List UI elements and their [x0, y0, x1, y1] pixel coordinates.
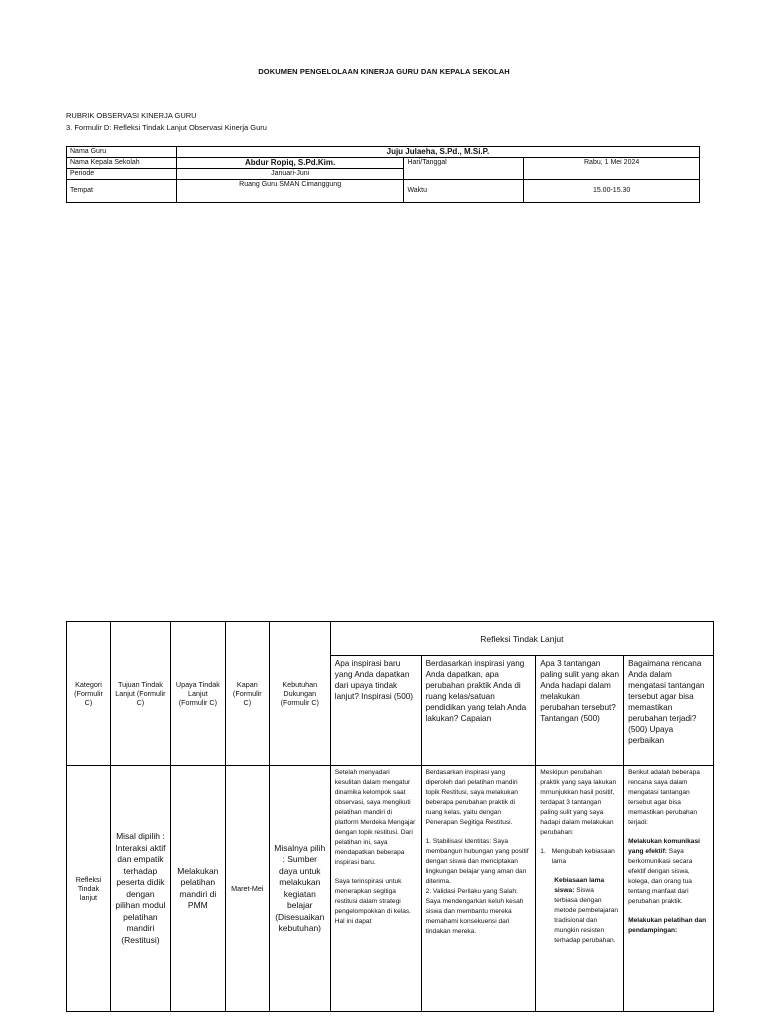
rubrik-title: RUBRIK OBSERVASI KINERJA GURU — [66, 111, 197, 120]
upaya-paragraph-3: Melakukan pelatihan dan pendampingan: — [628, 917, 707, 934]
cell-tantangan — [536, 766, 624, 1012]
header-refleksi-group: Refleksi Tindak Lanjut — [330, 622, 713, 656]
label-periode: Periode — [67, 169, 177, 180]
cell-upaya-perbaikan — [624, 766, 714, 1012]
capaian-item-1: 1. Stabilisasi Identitas: Saya membangun hubungan yang positif dengan siswa dan menciptakan lingkungan belajar yang aman dan diterima. — [425, 838, 529, 885]
value-nama-guru: Juju Julaeha, S.Pd., M.Si.P. — [176, 147, 699, 158]
reflection-table — [66, 621, 714, 1012]
list-number: 1. — [540, 848, 546, 855]
question-capaian: Berdasarkan inspirasi yang Anda dapatkan, apa perubahan praktik Anda di ruang kelas/satuan pendidikan yang telah Anda lakukan? Capaian — [421, 656, 536, 766]
cell-kategori: Refleksi Tindak lanjut — [67, 766, 111, 1012]
tantangan-detail: Siswa terbiasa dengan metode pembelajaran tradisional dan mungkin resisten terhadap perubahan. — [554, 887, 619, 944]
upaya-paragraph-2 — [628, 837, 709, 907]
tantangan-paragraph-1: Meskipun perubahan praktik yang saya lakukan mrnunjukkan hasil positif, terdapat 3 tantangan paling sulit yang saya hadapi dalam melakukan perubahan: — [540, 769, 617, 836]
cell-tujuan: Misal dipilih : Interaksi aktif dan empatik terhadap peserta didik dengan pilihan modul pelatihan mandiri (Restitusi) — [110, 766, 170, 1012]
value-waktu: 15.00-15.30 — [524, 180, 700, 203]
identity-table — [66, 146, 700, 203]
document-title: DOKUMEN PENGELOLAAN KINERJA GURU DAN KEPALA SEKOLAH — [258, 67, 510, 76]
inspirasi-paragraph-1: Setelah menyadari kesulitan dalam mengatur dinamika kelompok saat observasi, saya mengikuti pelatihan mandiri di platform Merdeka Mengajar dengan topik restitusi. Dari pelatihan ini, saya mendapatkan beberapa inspirasi baru. — [334, 769, 416, 866]
cell-capaian — [421, 766, 536, 1012]
capaian-paragraph-1: Berdasarkan inspirasi yang diperoleh dari pelatihan mandiri topik Restitusi, saya melakukan beberapa perubahan praktik di ruang kelas, yaitu dengan Penerapan Segitiga Restitusi. — [425, 769, 518, 826]
upaya-detail: Saya berkomunikasi secara efektif dengan siswa, kolega, dan orang tua tentang manfaat dari perubahan praktik. — [628, 848, 693, 905]
question-tantangan: Apa 3 tantangan paling sulit yang akan Anda hadapi dalam melakukan perubahan tersebut? Tantangan (500) — [536, 656, 624, 766]
cell-upaya: Melakukan pelatihan mandiri di PMM — [170, 766, 225, 1012]
value-kepala-sekolah: Abdur Ropiq, S.Pd.Kim. — [176, 158, 404, 169]
reflection-header-row — [67, 622, 714, 656]
header-tujuan: Tujuan Tindak Lanjut (Formulir C) — [110, 622, 170, 766]
label-hari-tanggal: Hari/Tanggal — [404, 158, 524, 180]
upaya-paragraph-1: Berikut adalah beberapa rencana saya dalam mengatasi tantangan tersebut agar bisa memastikan perubahan terjadi: — [628, 769, 700, 826]
cell-inspirasi — [330, 766, 421, 1012]
upaya-bold-label: Melakukan komunikasi yang efektif: — [628, 838, 700, 855]
tantangan-list-item-1 — [540, 847, 619, 867]
label-waktu: Waktu — [404, 180, 524, 203]
question-inspirasi: Apa inspirasi baru yang Anda dapatkan dari upaya tindak lanjut? Inspirasi (500) — [330, 656, 421, 766]
value-hari-tanggal: Rabu, 1 Mei 2024 — [524, 158, 700, 180]
label-tempat: Tempat — [67, 180, 177, 203]
identity-row-tempat — [67, 180, 700, 203]
label-nama-guru: Nama Guru — [67, 147, 177, 158]
tantangan-bold-label: Kebiasaan lama siswa: — [554, 877, 605, 894]
tantangan-paragraph-2 — [540, 876, 619, 946]
capaian-item-2: 2. Validasi Perilaku yang Salah: Saya mendengarkan keluh kesah siswa dan membantu mereka memahami konsekuensi dari tindakan mereka. — [425, 888, 524, 935]
rubrik-heading — [66, 110, 267, 134]
label-kepala-sekolah: Nama Kepala Sekolah — [67, 158, 177, 169]
header-kategori: Kategori (Formulir C) — [67, 622, 111, 766]
rubrik-form-name: 3. Formulir D: Refleksi Tindak Lanjut Observasi Kinerja Guru — [66, 123, 267, 132]
inspirasi-paragraph-2: Saya terinspirasi untuk menerapkan segitiga restitusi dalam strategi pengelompokkan di kelas. Hal ini dapat — [334, 878, 411, 925]
value-tempat: Ruang Guru SMAN Cimanggung — [176, 180, 404, 203]
header-kebutuhan: Kebutuhan Dukungan (Formulir C) — [269, 622, 330, 766]
header-kapan: Kapan (Formulir C) — [225, 622, 269, 766]
header-upaya: Upaya Tindak Lanjut (Formulir C) — [170, 622, 225, 766]
question-upaya-perbaikan: Bagaimana rencana Anda dalam mengatasi tantangan tersebut agar bisa memastikan perubahan terjadi? (500) Upaya perbaikan — [624, 656, 714, 766]
cell-kebutuhan: Misalnya pilih : Sumber daya untuk melakukan kegiatan belajar (Disesuaikan kebutuhan) — [269, 766, 330, 1012]
list-text: Mengubah kebiasaan lama — [551, 848, 615, 865]
cell-kapan: Maret-Mei — [225, 766, 269, 1012]
reflection-data-row — [67, 766, 714, 1012]
identity-row-guru — [67, 147, 700, 158]
identity-row-kepala — [67, 158, 700, 169]
value-periode: Januari-Juni — [176, 169, 404, 180]
